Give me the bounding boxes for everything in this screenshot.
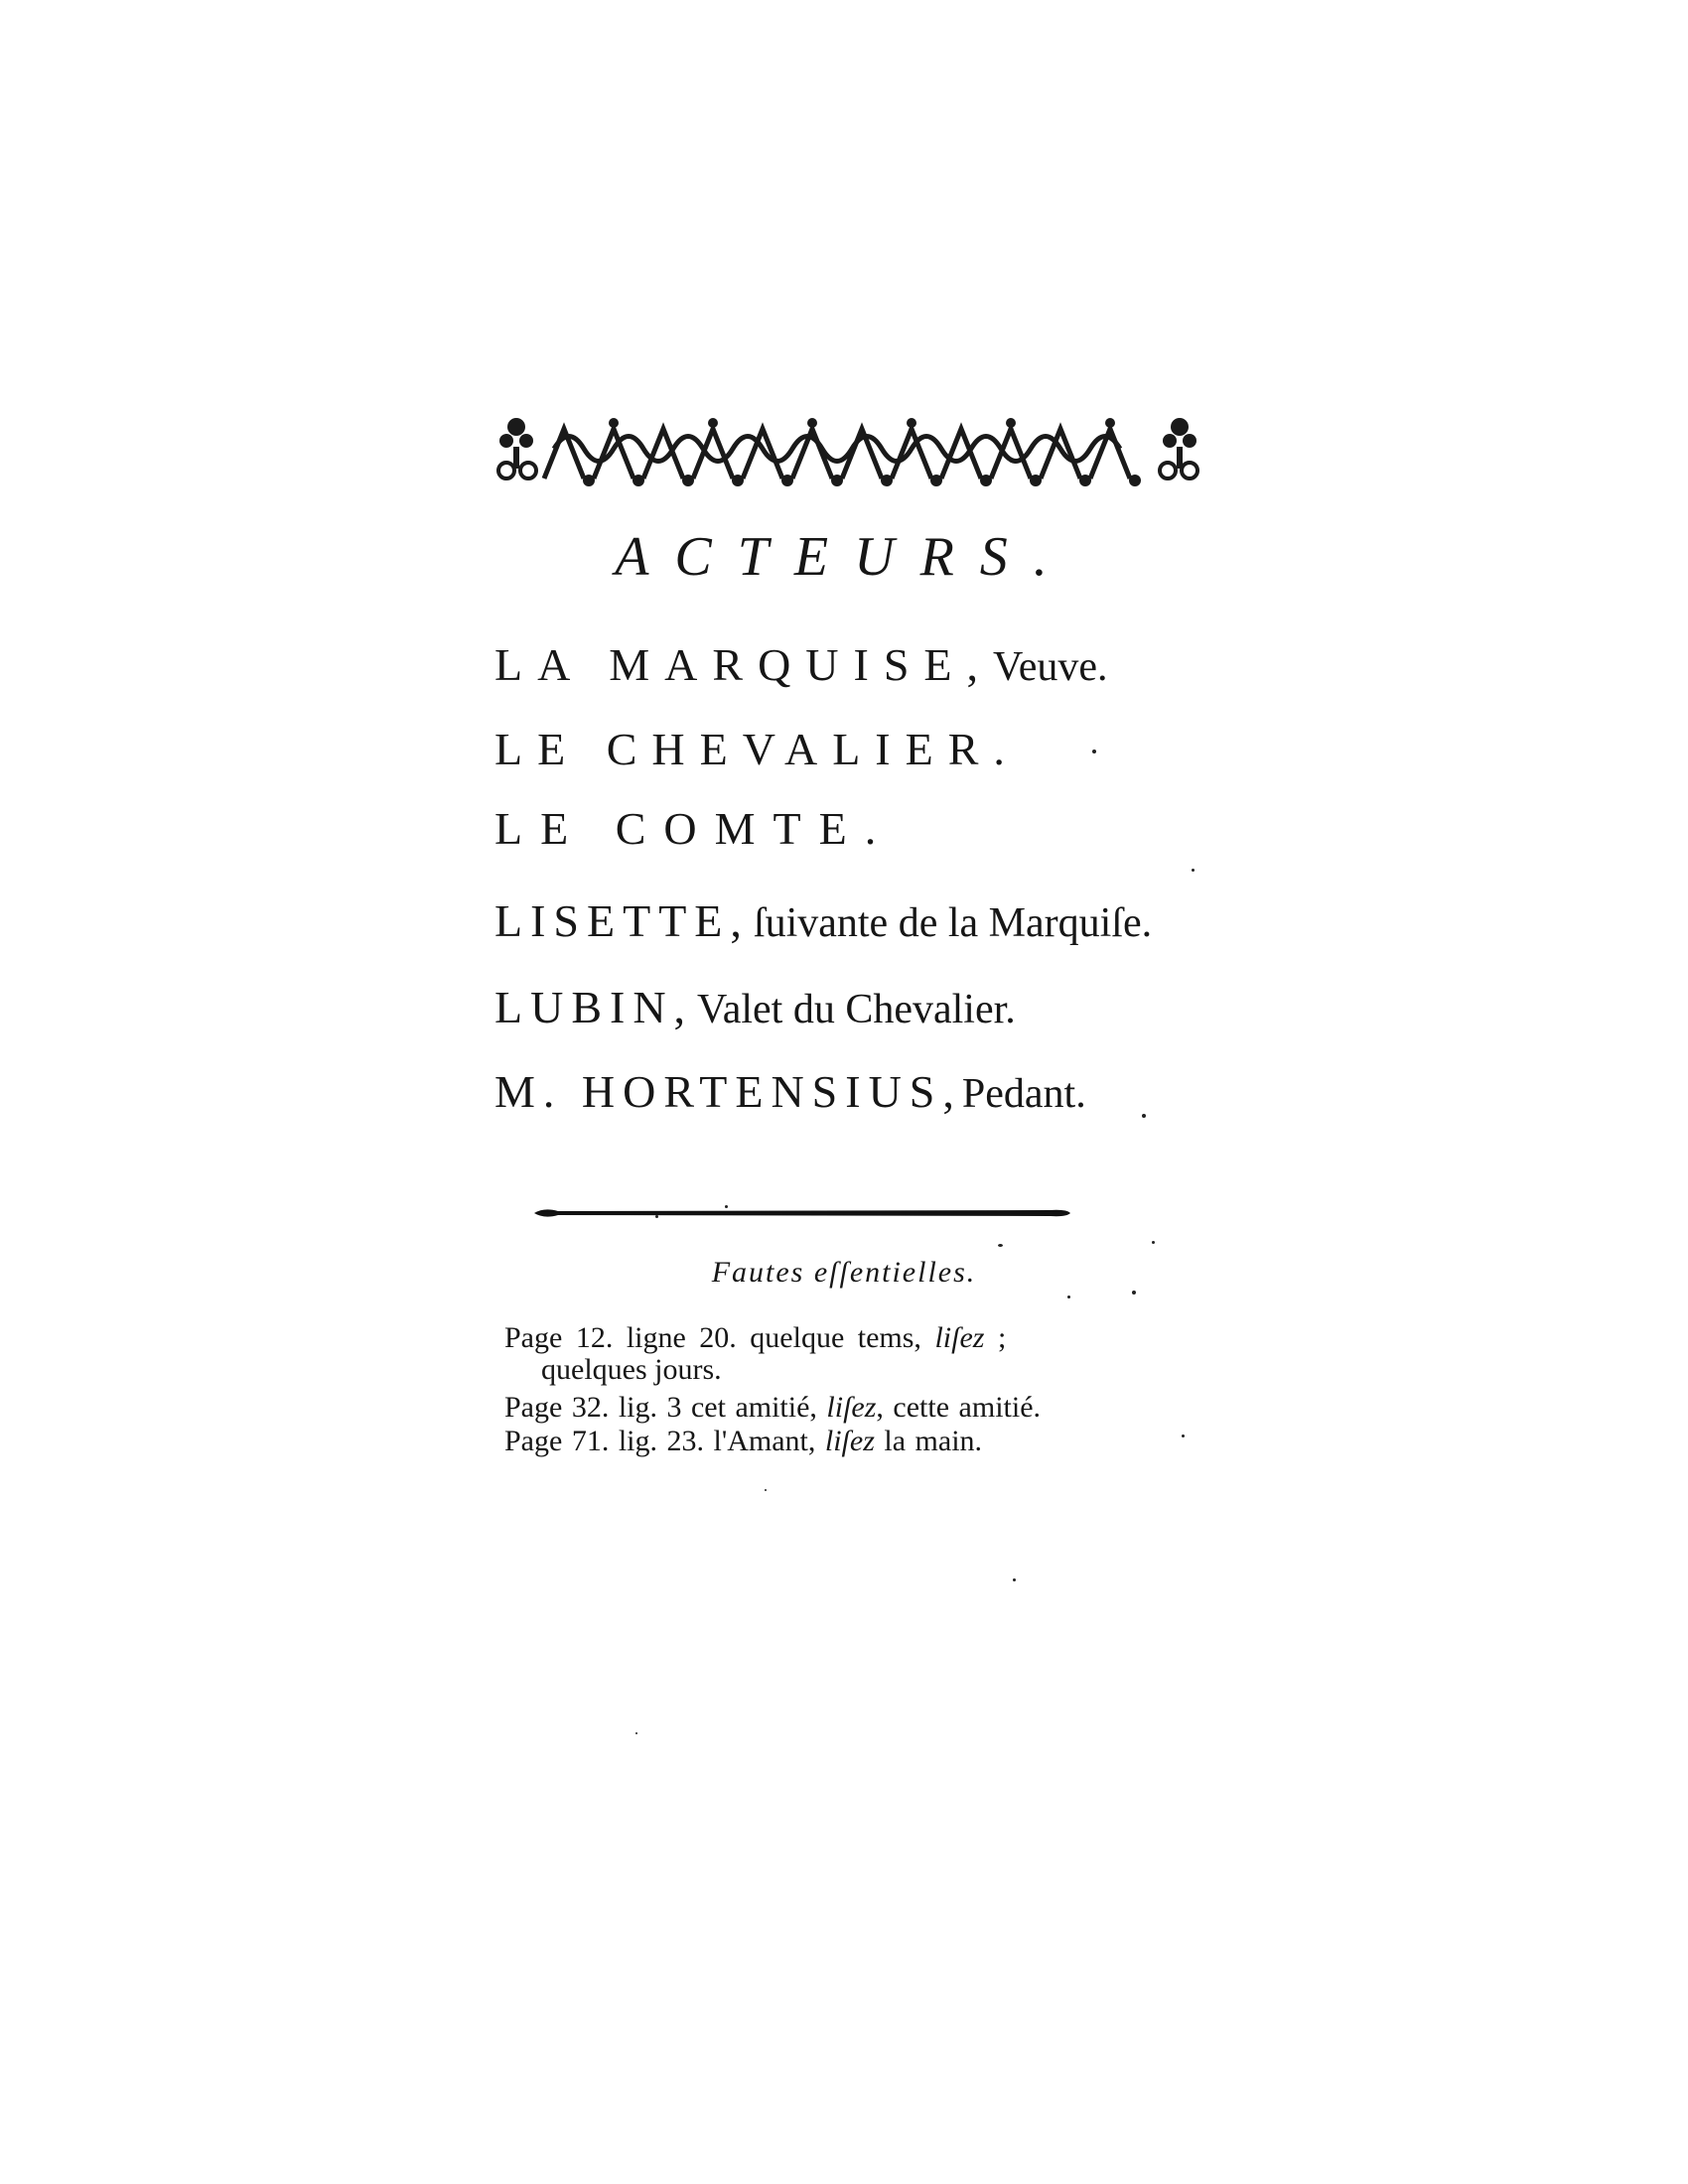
actor-description: Valet du Chevalier. — [697, 987, 1016, 1032]
errata-line — [541, 1352, 722, 1388]
scan-speck — [998, 1244, 1003, 1247]
errata-text: Page 32. lig. 3 cet amitié, — [504, 1391, 817, 1424]
actor-name: LE CHEVALIER. — [494, 724, 1020, 774]
actor-entry — [494, 1057, 1086, 1138]
actor-name: LE COMTE. — [494, 803, 895, 854]
scan-speck — [1152, 1241, 1155, 1244]
actor-description: Veuve. — [993, 644, 1108, 690]
actor-description: ſuivante de la Marquiſe. — [753, 900, 1153, 946]
scan-speck — [1092, 750, 1096, 753]
scan-speck — [1132, 1291, 1136, 1295]
actor-entry — [494, 973, 1016, 1053]
errata-text-end: , cette amitié. — [876, 1391, 1042, 1424]
errata-text: quelques jours. — [541, 1353, 722, 1386]
scan-speck — [1192, 869, 1195, 872]
scan-speck — [1142, 1114, 1146, 1118]
errata-correction-word: liſez — [826, 1391, 877, 1424]
errata-text: Page 71. lig. 23. l'Amant, — [504, 1425, 816, 1457]
actor-name: LUBIN, — [494, 982, 694, 1032]
actor-name: LISETTE, — [494, 895, 750, 946]
actor-entry — [494, 887, 1152, 967]
scan-speck — [725, 1205, 728, 1208]
scan-speck — [765, 1489, 767, 1491]
actor-entry — [494, 630, 1108, 711]
scan-speck — [1067, 1296, 1070, 1298]
errata-line — [504, 1424, 982, 1459]
actor-entry — [494, 715, 1020, 795]
errata-text: Page 12. ligne 20. quelque tems, — [504, 1321, 921, 1354]
errata-title: Fautes eſſentielles. — [711, 1256, 977, 1289]
actor-description: Pedant. — [961, 1071, 1086, 1117]
actor-name: M. HORTENSIUS, — [494, 1066, 962, 1117]
actor-entry — [494, 794, 894, 875]
headpiece-ornament — [494, 409, 1201, 488]
errata-correction-word: liſez — [824, 1425, 875, 1457]
scan-speck — [635, 1732, 637, 1734]
separator-rule — [534, 1206, 1070, 1220]
scan-speck — [1013, 1578, 1016, 1581]
scan-speck — [655, 1215, 658, 1218]
errata-text-end: la main. — [874, 1425, 983, 1457]
errata-line — [504, 1320, 1006, 1356]
scan-speck — [1182, 1434, 1185, 1437]
errata-text-end: ; — [997, 1321, 1007, 1354]
errata-correction-word: liſez — [934, 1321, 985, 1354]
errata-line — [504, 1390, 1041, 1426]
page-title: ACTEURS. — [615, 526, 1073, 588]
actor-name: LA MARQUISE, — [494, 639, 994, 690]
